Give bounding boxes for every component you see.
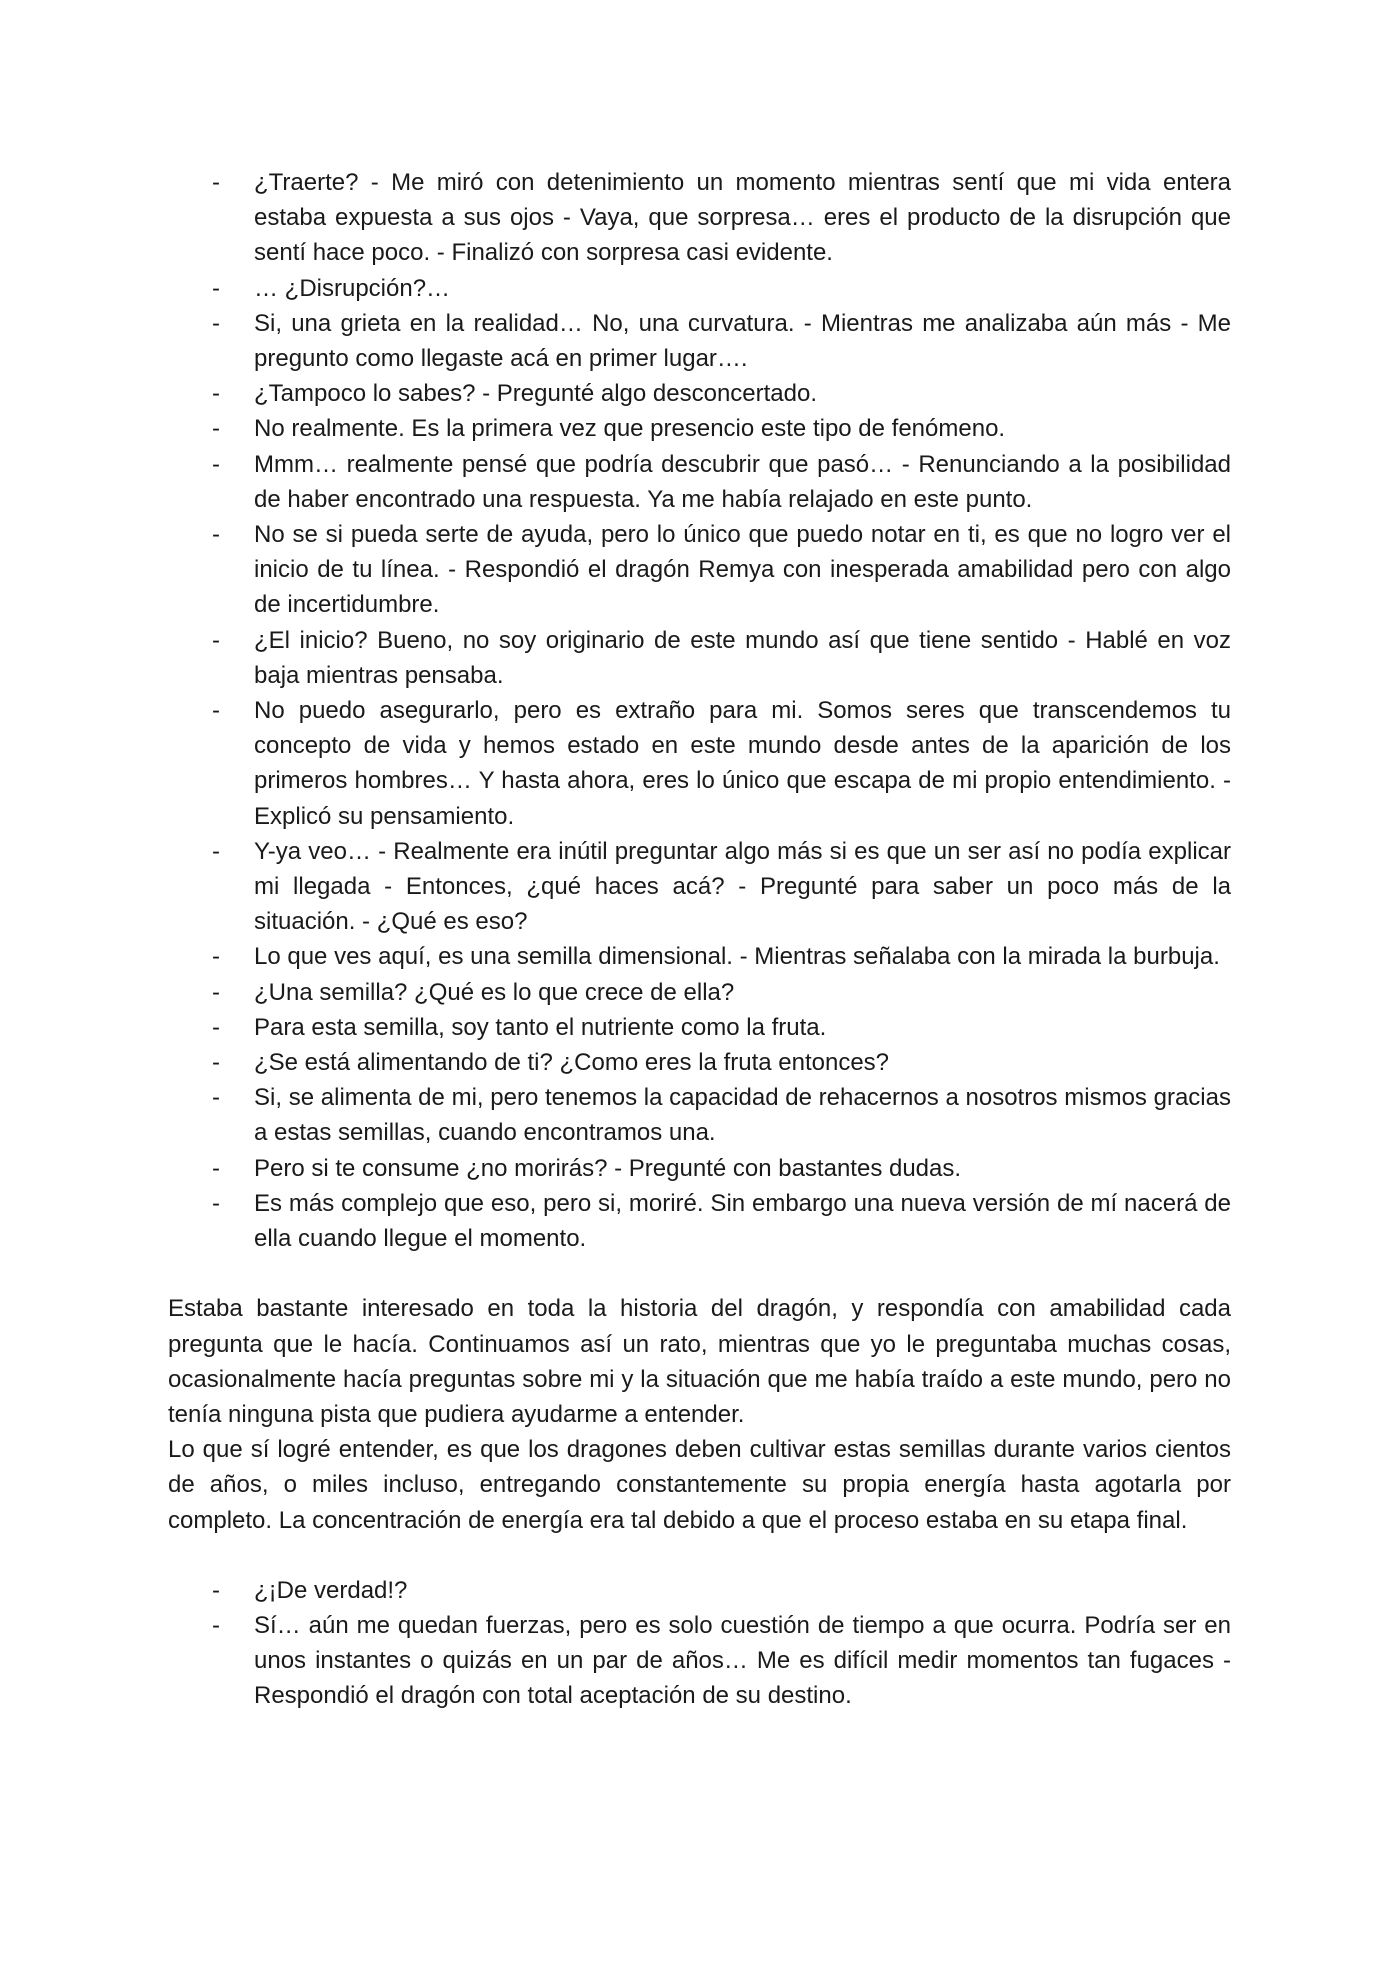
dash-marker: - <box>212 1576 220 1604</box>
dialogue-line <box>168 306 1231 376</box>
dialogue-text: ¿Una semilla? ¿Qué es lo que crece de ella? <box>254 978 735 1006</box>
dialogue-text: No puedo asegurarlo, pero es extraño para mi. Somos seres que transcendemos tu concepto de vida y hemos estado en este mundo desde antes de la aparición de los primeros hombres… Y hasta ahora, eres lo único que escapa de mi propio entendimiento. - Explicó su pensamiento. <box>254 697 1231 830</box>
dialogue-line <box>168 1080 1231 1150</box>
dash-marker: - <box>212 943 220 971</box>
dialogue-text: No realmente. Es la primera vez que presencio este tipo de fenómeno. <box>254 415 1006 443</box>
dialogue-text: ¿Traerte? - Me miró con detenimiento un momento mientras sentí que mi vida entera estaba expuesta a sus ojos - Vaya, que sorpresa… eres el producto de la disrupción que sentí hace poco. - Finalizó con sorpresa casi evidente. <box>254 169 1231 267</box>
dialogue-line <box>168 834 1231 940</box>
document-page <box>168 165 1231 1714</box>
dialogue-line <box>168 376 1231 411</box>
dialogue-line <box>168 975 1231 1010</box>
dialogue-text: No se si pueda serte de ayuda, pero lo único que puedo notar en ti, es que no logro ver el inicio de tu línea. - Respondió el dragón Remya con inesperada amabilidad pero con algo de incertidumbre. <box>254 521 1231 619</box>
dash-marker: - <box>212 521 220 549</box>
dialogue-line <box>168 1186 1231 1256</box>
dash-marker: - <box>212 1049 220 1077</box>
dialogue-text: Lo que ves aquí, es una semilla dimensional. - Mientras señalaba con la mirada la burbuja. <box>254 943 1220 971</box>
dash-marker: - <box>212 837 220 865</box>
dialogue-line <box>168 693 1231 834</box>
dialogue-line <box>168 1045 1231 1080</box>
dialogue-list-1 <box>168 165 1231 1256</box>
dialogue-line <box>168 1010 1231 1045</box>
narrative-block <box>168 1291 1231 1537</box>
dialogue-text: Y-ya veo… - Realmente era inútil preguntar algo más si es que un ser así no podía explicar mi llegada - Entonces, ¿qué haces acá? - Pregunté para saber un poco más de la situación. - ¿Qué es eso? <box>254 837 1231 936</box>
dialogue-line <box>168 939 1231 974</box>
dialogue-line <box>168 165 1231 271</box>
dash-marker: - <box>212 1611 220 1639</box>
dialogue-line <box>168 271 1231 306</box>
narrative-paragraph: Lo que sí logré entender, es que los dragones deben cultivar estas semillas durante varios cientos de años, o miles incluso, entregando constantemente su propia energía hasta agotarla por completo. La concentración de energía era tal debido a que el proceso estaba en su etapa final. <box>168 1436 1231 1534</box>
dialogue-text: ¿Se está alimentando de ti? ¿Como eres la fruta entonces? <box>254 1049 890 1077</box>
dash-marker: - <box>212 697 220 725</box>
dialogue-text: Si, una grieta en la realidad… No, una curvatura. - Mientras me analizaba aún más - Me pregunto como llegaste acá en primer lugar…. <box>254 309 1231 373</box>
dialogue-text: Pero si te consume ¿no morirás? - Pregunté con bastantes dudas. <box>254 1154 962 1182</box>
dash-marker: - <box>212 626 220 654</box>
dialogue-line <box>168 411 1231 446</box>
narrative-paragraph: Estaba bastante interesado en toda la historia del dragón, y respondía con amabilidad cada pregunta que le hacía. Continuamos así un rato, mientras que yo le preguntaba muchas cosas, ocasionalmente hacía preguntas sobre mi y la situación que me había traído a este mundo, pero no tenía ninguna pista que pudiera ayudarme a entender. <box>168 1295 1231 1428</box>
dialogue-text: Si, se alimenta de mi, pero tenemos la capacidad de rehacernos a nosotros mismos gracias a estas semillas, cuando encontramos una. <box>254 1084 1231 1147</box>
dialogue-text: ¿El inicio? Bueno, no soy originario de este mundo así que tiene sentido - Hablé en voz baja mientras pensaba. <box>254 626 1231 689</box>
dash-marker: - <box>212 169 220 196</box>
dialogue-text: Mmm… realmente pensé que podría descubrir que pasó… - Renunciando a la posibilidad de haber encontrado una respuesta. Ya me había relajado en este punto. <box>254 450 1231 513</box>
dialogue-line <box>168 1573 1231 1608</box>
dialogue-line <box>168 623 1231 693</box>
dialogue-line <box>168 1608 1231 1714</box>
dialogue-line <box>168 517 1231 623</box>
dash-marker: - <box>212 450 220 478</box>
dialogue-line <box>168 1151 1231 1186</box>
dialogue-text: ¿¡De verdad!? <box>254 1576 408 1604</box>
dash-marker: - <box>212 309 220 337</box>
dialogue-text: Sí… aún me quedan fuerzas, pero es solo cuestión de tiempo a que ocurra. Podría ser en unos instantes o quizás en un par de años… Me es difícil medir momentos tan fugaces - Respondió el dragón con total aceptación de su destino. <box>254 1611 1231 1710</box>
dash-marker: - <box>212 274 220 302</box>
dash-marker: - <box>212 1013 220 1041</box>
dash-marker: - <box>212 1189 220 1217</box>
dialogue-text: ¿Tampoco lo sabes? - Pregunté algo desconcertado. <box>254 380 818 408</box>
dash-marker: - <box>212 415 220 443</box>
dialogue-text: Es más complejo que eso, pero si, moriré. Sin embargo una nueva versión de mí nacerá de ella cuando llegue el momento. <box>254 1189 1231 1253</box>
dialogue-list-2 <box>168 1573 1231 1714</box>
dash-marker: - <box>212 1154 220 1182</box>
dash-marker: - <box>212 1084 220 1112</box>
dash-marker: - <box>212 380 220 408</box>
dialogue-line <box>168 447 1231 517</box>
dash-marker: - <box>212 978 220 1006</box>
dialogue-text: Para esta semilla, soy tanto el nutriente como la fruta. <box>254 1013 827 1041</box>
dialogue-text: … ¿Disrupción?… <box>254 274 451 302</box>
